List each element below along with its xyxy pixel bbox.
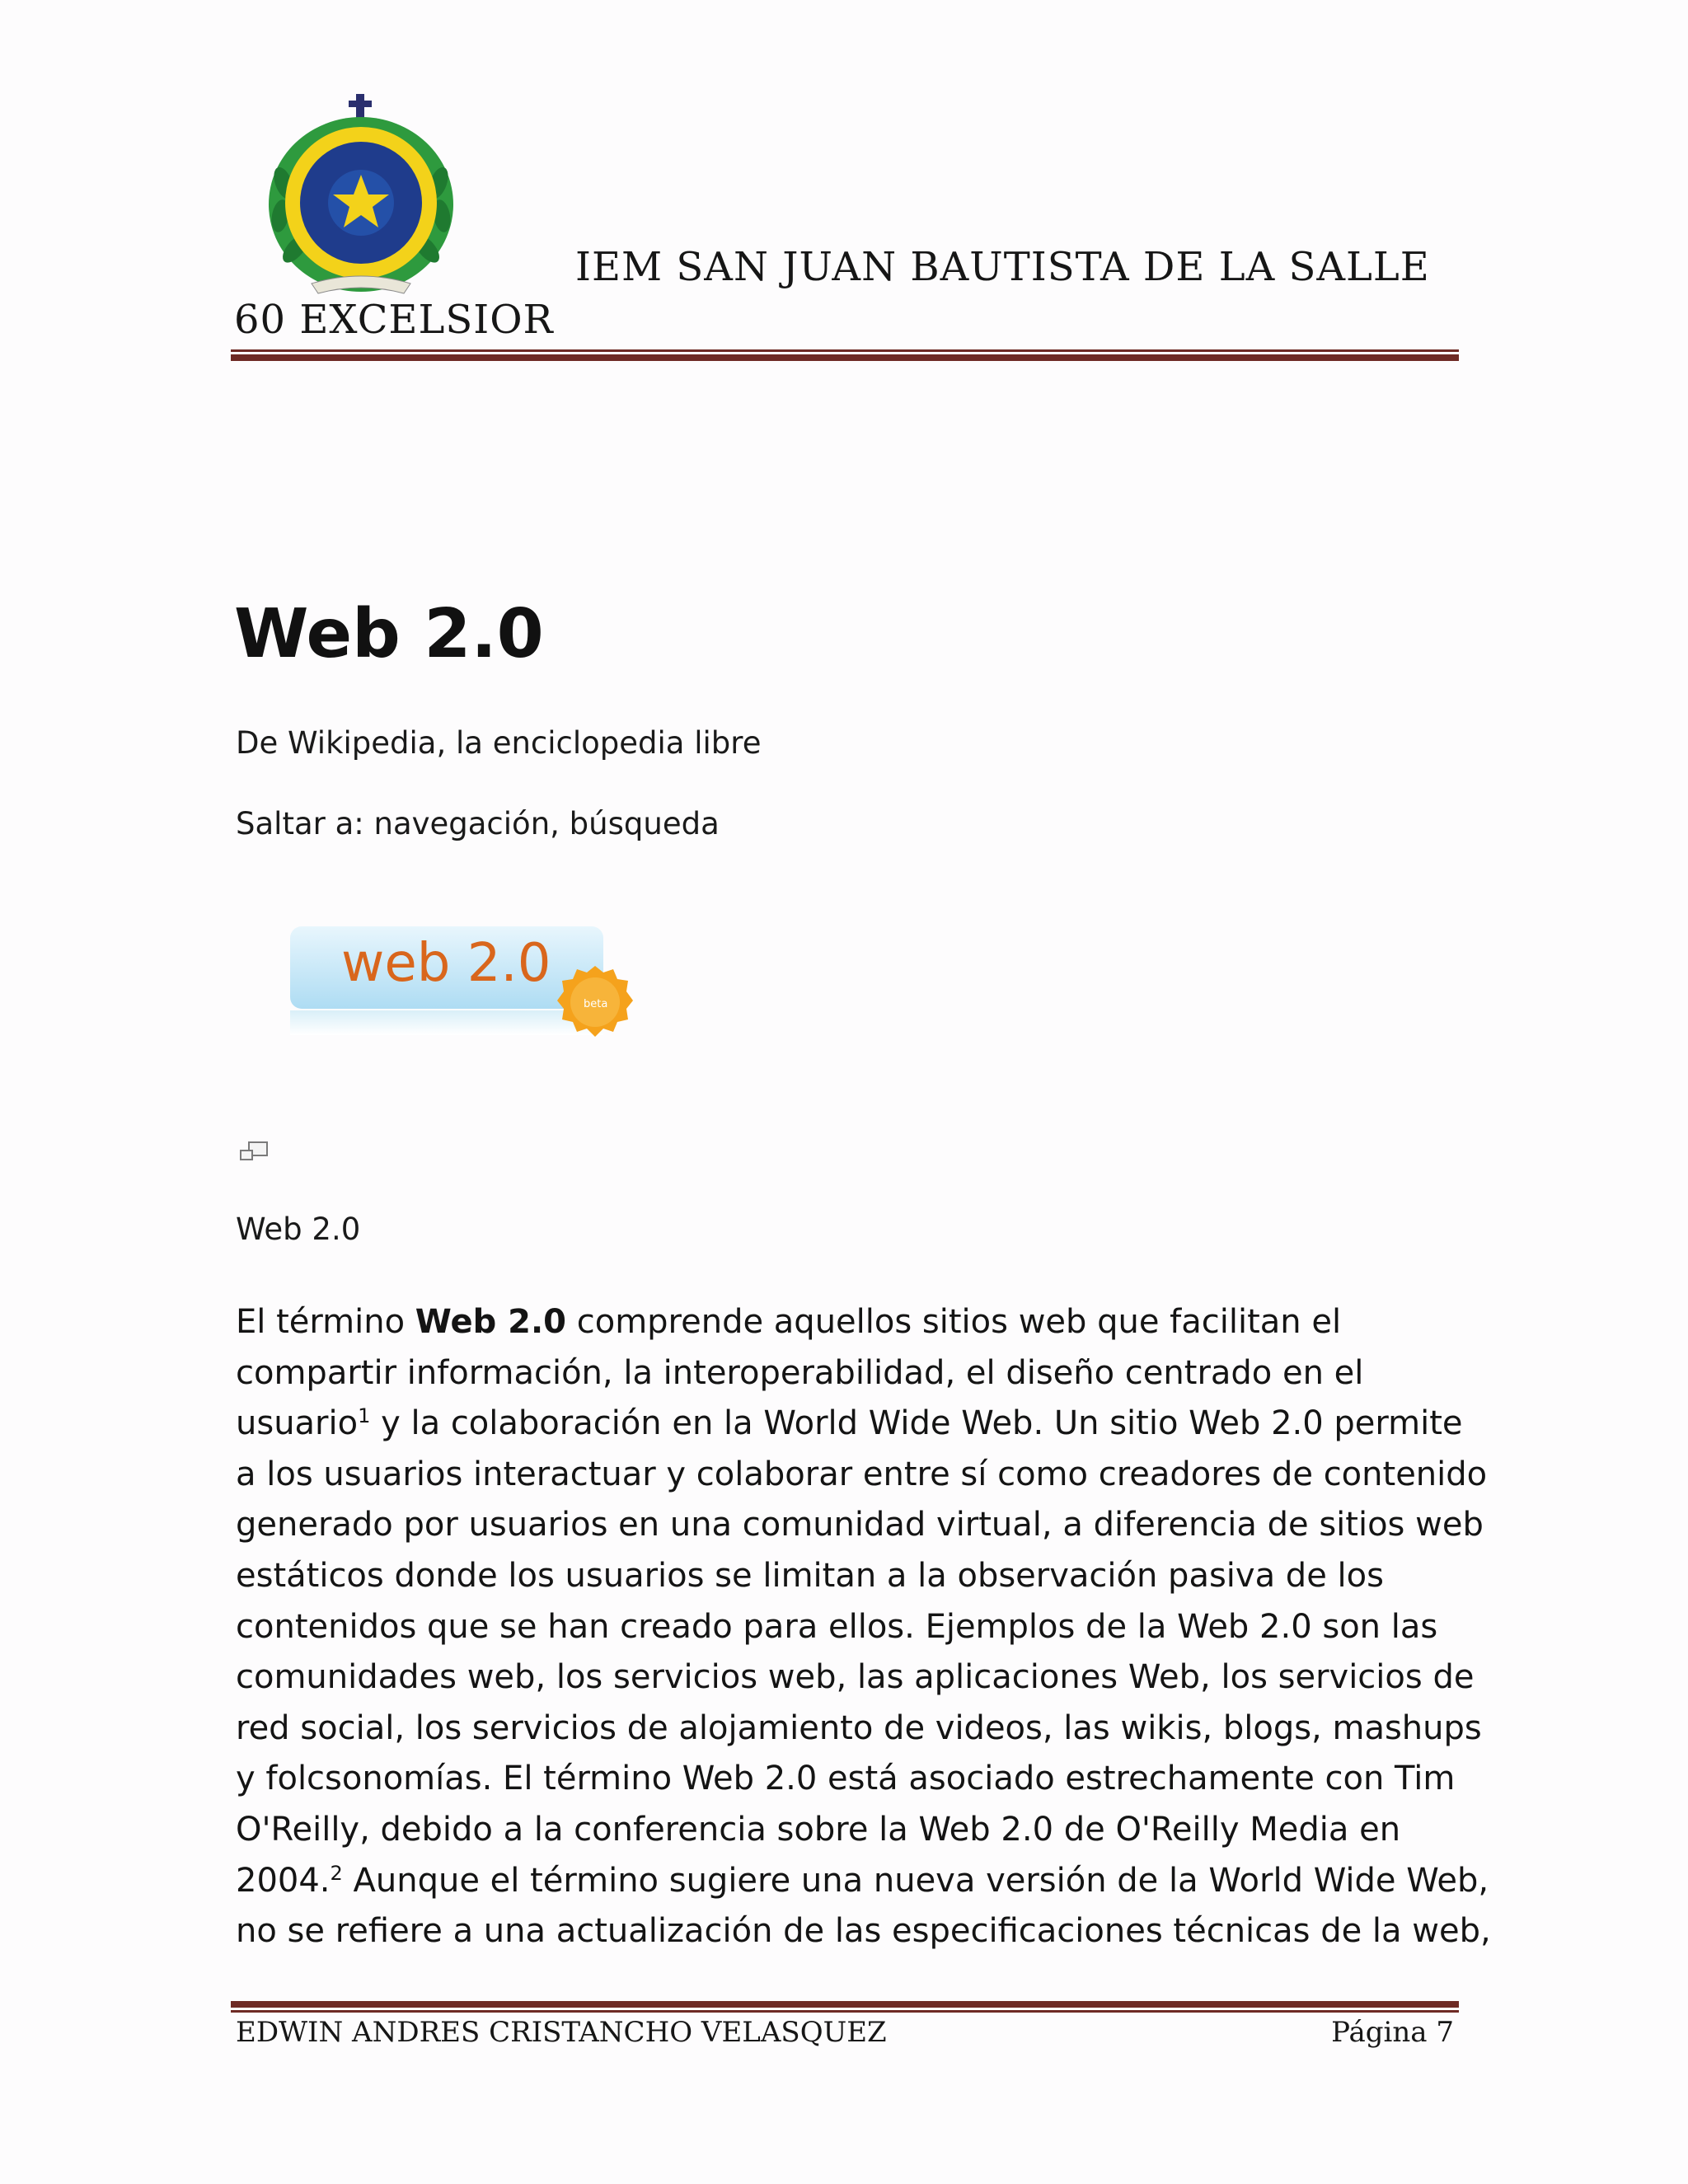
article-subtitle: De Wikipedia, la enciclopedia libre bbox=[236, 725, 762, 761]
body-line-3: usuario$^1$ y la colaboración en la World Wide Web. Un sitio Web 2.0 permite bbox=[236, 1404, 1463, 1443]
jump-links[interactable]: Saltar a: navegación, búsqueda bbox=[236, 806, 720, 841]
svg-text:web 2.0: web 2.0 bbox=[341, 933, 551, 994]
footer-rule-thick bbox=[231, 2001, 1459, 2008]
body-line-11: O'Reilly, debido a la conferencia sobre la Web 2.0 de O'Reilly Media en bbox=[236, 1810, 1401, 1849]
article-title: Web 2.0 bbox=[234, 595, 544, 673]
header-rule-thick bbox=[231, 354, 1459, 361]
body-line-7: contenidos que se han creado para ellos. Ejemplos de la Web 2.0 son las bbox=[236, 1607, 1438, 1646]
body-line-5: generado por usuarios en una comunidad virtual, a diferencia de sitios web bbox=[236, 1506, 1484, 1544]
svg-text:beta: beta bbox=[584, 998, 608, 1010]
footer-author: EDWIN ANDRES CRISTANCHO VELASQUEZ bbox=[236, 2016, 887, 2049]
image-caption: Web 2.0 bbox=[236, 1212, 361, 1247]
body-line-9: red social, los servicios de alojamiento de videos, las wikis, blogs, mashups bbox=[236, 1708, 1482, 1747]
body-line-8: comunidades web, los servicios web, las aplicaciones Web, los servicios de bbox=[236, 1658, 1475, 1697]
magnify-icon[interactable] bbox=[239, 1141, 270, 1164]
body-line-12: 2004.$^2$ Aunque el término sugiere una nueva versión de la World Wide Web, bbox=[236, 1861, 1489, 1900]
body-line-13: no se refiere a una actualización de las especificaciones técnicas de la web, bbox=[236, 1912, 1491, 1951]
footer-rule-thin bbox=[231, 2010, 1459, 2013]
term-web-2-0: Web 2.0 bbox=[415, 1303, 567, 1341]
school-crest-logo bbox=[262, 92, 460, 297]
body-line-2: compartir información, la interoperabilidad, el diseño centrado en el bbox=[236, 1353, 1364, 1392]
body-line-1: El término Web 2.0 comprende aquellos sitios web que facilitan el bbox=[236, 1303, 1342, 1341]
article-body bbox=[236, 1297, 1491, 1957]
body-line-4: a los usuarios interactuar y colaborar entre sí como creadores de contenido bbox=[236, 1455, 1488, 1493]
page-number: Página 7 bbox=[1331, 2016, 1454, 2049]
body-line-6: estáticos donde los usuarios se limitan a la observación pasiva de los bbox=[236, 1556, 1384, 1595]
footnote-ref-2[interactable]: 2 bbox=[330, 1861, 343, 1885]
web-2-0-logo-image bbox=[287, 921, 641, 1045]
footnote-ref-1[interactable]: 1 bbox=[358, 1404, 371, 1428]
header-rule-thin bbox=[231, 349, 1459, 352]
school-name: IEM SAN JUAN BAUTISTA DE LA SALLE bbox=[575, 244, 1430, 290]
school-motto: 60 EXCELSIOR bbox=[234, 297, 554, 343]
body-line-10: y folcsonomías. El término Web 2.0 está asociado estrechamente con Tim bbox=[236, 1760, 1456, 1798]
